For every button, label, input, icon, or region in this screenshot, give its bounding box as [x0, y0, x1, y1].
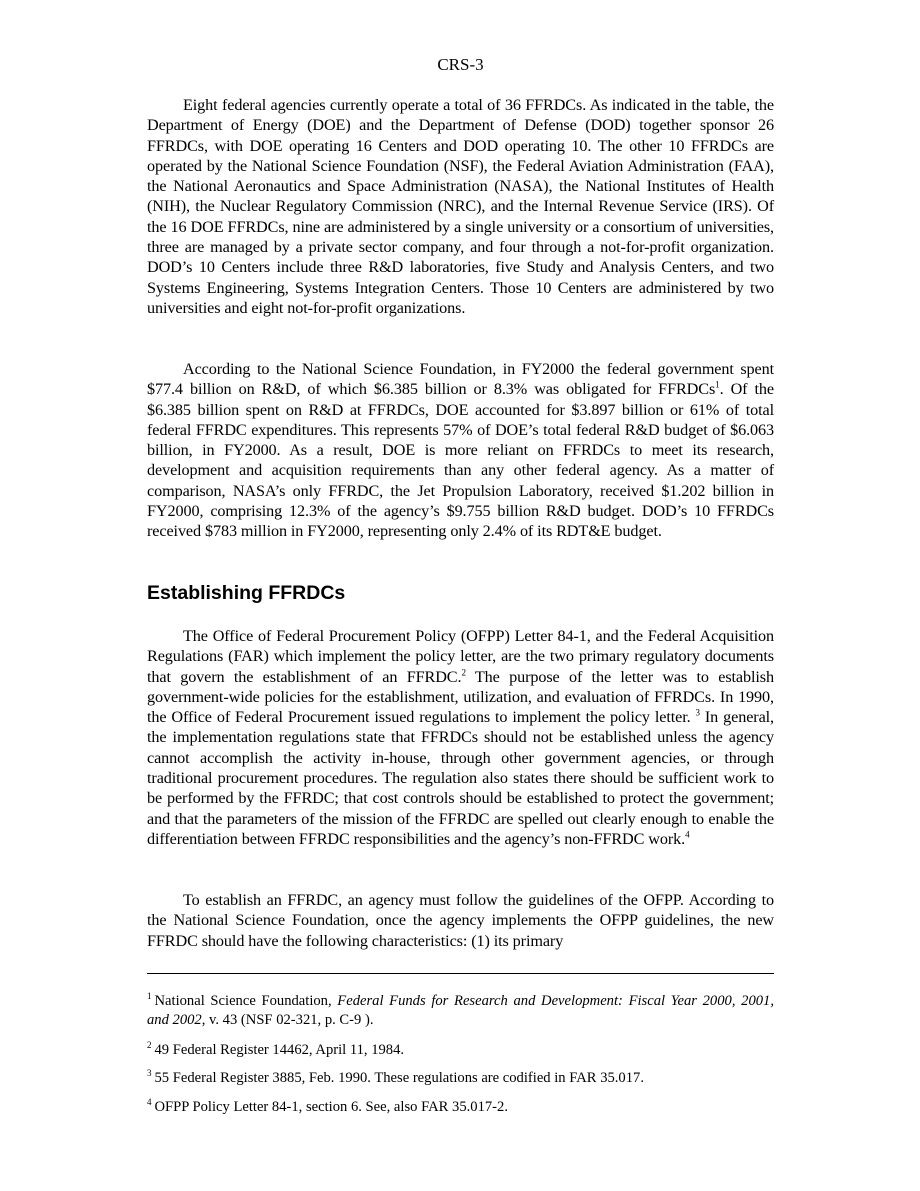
footnote-4: [147, 1098, 774, 1117]
footnote-mark: 1: [147, 991, 152, 1002]
footnote-mark: 4: [147, 1097, 152, 1108]
footnote-mark: 3: [147, 1068, 152, 1079]
footnote-divider: [147, 973, 774, 974]
footnote-3: [147, 1069, 774, 1088]
footnote-title: Federal Funds for Research and Development: Fiscal Year 2000, 2001, and 2002: [147, 993, 774, 1028]
paragraph-agencies-overview: Eight federal agencies currently operate a total of 36 FFRDCs. As indicated in the table, the Department of Energy (DOE) and the Department of Defense (DOD) together sponsor 26 FFRDCs, with DOE operating 16 Centers and DOD operating 10. The other 10 FFRDCs are operated by the National Science Foundation (NSF), the Federal Aviation Administration (FAA), the National Aeronautics and Space Administration (NASA), the National Institutes of Health (NIH), the Nuclear Regulatory Commission (NRC), and the Internal Revenue Service (IRS). Of the 16 DOE FFRDCs, nine are administered by a single university or a consortium of universities, three are managed by a private sector company, and four through a not-for-profit organization. DOD’s 10 Centers include three R&D laboratories, five Study and Analysis Centers, and two Systems Engineering, Systems Integration Centers. Those 10 Centers are administered by two universities and eight not-for-profit organizations.: [147, 96, 774, 317]
paragraph-text: In general, the implementation regulations state that FFRDCs should not be established unless the agency cannot accomplish the activity in-house, through other government agencies, or through traditional procurement procedures. The regulation also states there should be sufficient work to be performed by the FFRDC; that cost controls should be established to protect the government; and that the parameters of the mission of the FFRDC are spelled out clearly enough to enable the differentiation between FFRDC responsibilities and the agency’s non-FFRDC work.: [147, 708, 774, 848]
paragraph-rd-spending: [147, 359, 774, 542]
footnote-text: , v. 43 (NSF 02-321, p. C-9 ).: [201, 1012, 374, 1028]
footnote-ref-1[interactable]: 1: [715, 379, 720, 390]
paragraph-ofpp-regulations: [147, 626, 774, 849]
footnote-1: [147, 992, 774, 1030]
paragraph-text: The Office of Federal Procurement Policy (OFPP) Letter 84-1, and the Federal Acquisition Regulations (FAR) which implement the policy letter, are the two primary regulatory documents that govern the establishment of an FFRDC.: [147, 627, 774, 686]
paragraph-text: . Of the $6.385 billion spent on R&D at FFRDCs, DOE accounted for $3.897 billion or 61% of total federal FFRDC expenditures. This represents 57% of DOE’s total federal R&D budget of $6.063 billion, in FY2000. As a result, DOE is more reliant on FFRDCs to meet its research, development and acquisition requirements than any other federal agency. As a matter of comparison, NASA’s only FFRDC, the Jet Propulsion Laboratory, received $1.202 billion in FY2000, comprising 12.3% of the agency’s $9.755 billion R&D budget. DOD’s 10 FFRDCs received $783 million in FY2000, representing only 2.4% of its RDT&E budget.: [147, 380, 774, 541]
footnote-mark: 2: [147, 1040, 152, 1051]
footnote-ref-4[interactable]: 4: [685, 829, 690, 840]
footnote-text: 49 Federal Register 14462, April 11, 1984.: [154, 1042, 405, 1058]
footnote-ref-3[interactable]: 3: [695, 707, 700, 718]
footnote-text: OFPP Policy Letter 84-1, section 6. See, also FAR 35.017-2.: [154, 1099, 508, 1115]
page-number: CRS-3: [437, 55, 484, 74]
section-heading: Establishing FFRDCs: [147, 582, 346, 604]
footnote-ref-2[interactable]: 2: [461, 667, 466, 678]
paragraph-text: According to the National Science Foundation, in FY2000 the federal government spent $77.4 billion on R&D, of which $6.385 billion or 8.3% was obligated for FFRDCs: [147, 360, 774, 399]
footnote-text: National Science Foundation,: [154, 993, 338, 1009]
paragraph-establish-ffrdc: To establish an FFRDC, an agency must follow the guidelines of the OFPP. According to the National Science Foundation, once the agency implements the OFPP guidelines, the new FFRDC should have the following characteristics: (1) its primary: [147, 891, 774, 950]
footnote-2: [147, 1041, 774, 1060]
paragraph-text: The purpose of the letter was to establish government-wide policies for the establishment, utilization, and evaluation of FFRDCs. In 1990, the Office of Federal Procurement issued regulations to implement the policy letter.: [147, 667, 774, 727]
footnote-text: 55 Federal Register 3885, Feb. 1990. These regulations are codified in FAR 35.017.: [154, 1070, 644, 1086]
